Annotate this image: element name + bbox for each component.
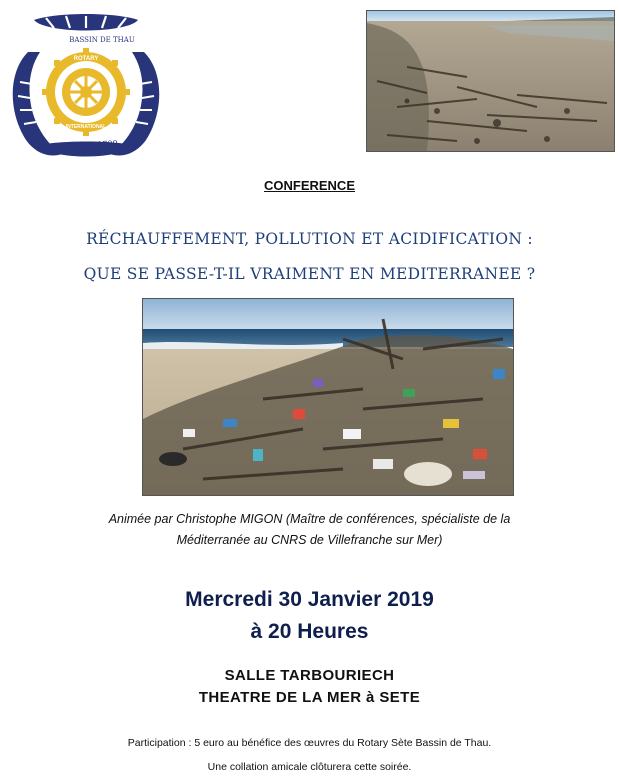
beach-photo-top bbox=[366, 10, 615, 152]
speaker-line-1: Animée par Christophe MIGON (Maître de conférences, spécialiste de la bbox=[108, 512, 511, 526]
beach-pollution-photo bbox=[142, 298, 514, 496]
logo-club-text: BASSIN DE THAU bbox=[69, 36, 135, 44]
collation-note: Une collation amicale clôturera cette soirée. bbox=[207, 761, 412, 773]
conference-label: CONFERENCE bbox=[263, 178, 355, 193]
rotary-logo-graphic bbox=[6, 12, 166, 160]
participation-note: Participation : 5 euro au bénéfice des œuvres du Rotary Sète Bassin de Thau. bbox=[127, 737, 492, 749]
title-line-2: QUE SE PASSE-T-IL VRAIMENT EN MEDITERRANEE ? bbox=[83, 265, 536, 283]
title-line-1: RÉCHAUFFEMENT, POLLUTION ET ACIDIFICATION : bbox=[86, 230, 533, 248]
event-time: à 20 Heures bbox=[250, 620, 369, 643]
venue-theatre: THEATRE DE LA MER à SETE bbox=[198, 689, 421, 706]
rotary-logo bbox=[6, 12, 166, 160]
venue-hall: SALLE TARBOURIECH bbox=[224, 667, 395, 684]
speaker-line-2: Méditerranée au CNRS de Villefranche sur Mer) bbox=[176, 533, 443, 547]
logo-international-text: INTERNATIONAL bbox=[65, 124, 107, 130]
logo-org-text: ROTARY bbox=[73, 56, 99, 62]
event-date: Mercredi 30 Janvier 2019 bbox=[185, 588, 434, 611]
logo-district-text: DISTRICT 1700 bbox=[53, 138, 119, 153]
